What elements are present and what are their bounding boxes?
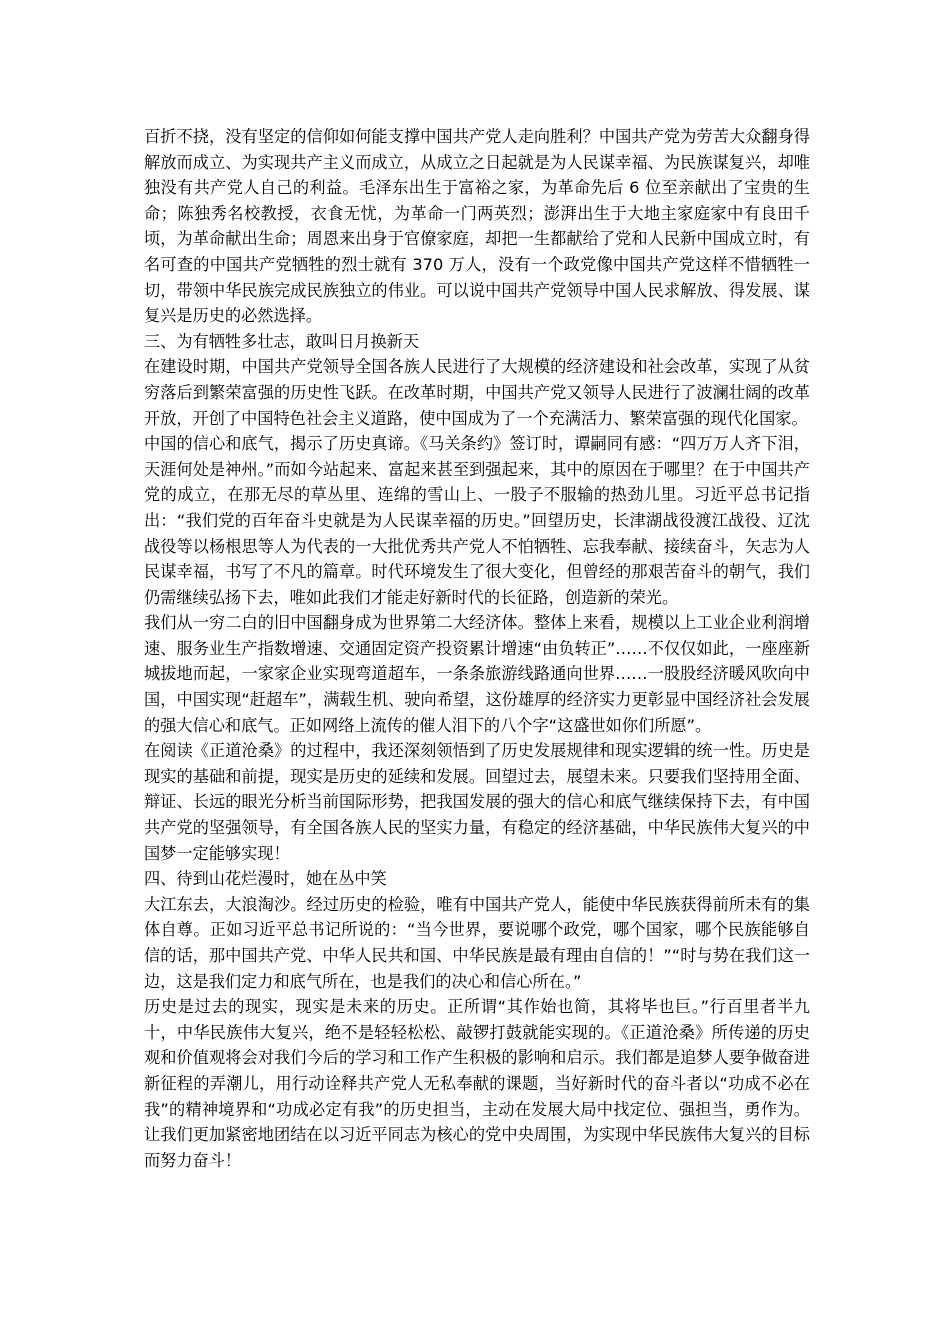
paragraph-conclusion: 历史是过去的现实，现实是未来的历史。正所谓“其作始也简，其将毕也巨。”行百里者半九十，中华民族伟大复兴，绝不是轻轻松松、敲锣打鼓就能实现的。《正道沧桑》所传递的历史观和价值观将会对我们今后的学习和工作产生积极的影响和启示。我们都是追梦人要争做奋进新征程的弄潮儿，用行动诠释共产党人无私奉献的课题，当好新时代的奋斗者以“功成不必在我”的精神境界和“功成必定有我”的历史担当，主动在发展大局中找定位、强担当，勇作为。让我们更加紧密地团结在以习近平同志为核心的党中央周围，为实现中华民族伟大复兴的目标而努力奋斗！ [144,997,810,1170]
document-body [144,124,810,1173]
section-heading-three: 三、为有牺牲多壮志，敢叫日月换新天 [144,331,420,351]
paragraph-economy-growth: 我们从一穷二白的旧中国翻身成为世界第二大经济体。整体上来看，规模以上工业企业利润增速、服务业生产指数增速、交通固定资产投资累计增速“由负转正”……不仅仅如此，一座座新城拔地而起，一家家企业实现弯道超车，一条条旅游线路通向世界……一股股经济暖风吹向中国，中国实现“赶超车”，满载生机、驶向希望，这份雄厚的经济实力更彰显中国经济社会发展的强大信心和底气。正如网络上流传的催人泪下的八个字“这盛世如你们所愿”。 [144,613,810,735]
paragraph-construction-reform: 在建设时期，中国共产党领导全国各族人民进行了大规模的经济建设和社会改革，实现了从贫穷落后到繁荣富强的历史性飞跃。在改革时期，中国共产党又领导人民进行了波澜壮阔的改革开放，开创了中国特色社会主义道路，使中国成为了一个充满活力、繁荣富强的现代化国家。 [144,357,810,428]
paragraph-historical-test: 大江东去，大浪淘沙。经过历史的检验，唯有中国共产党人，能使中华民族获得前所未有的集体自尊。正如习近平总书记所说的：“当今世界，要说哪个政党，哪个国家，哪个民族能够自信的话，那中国共产党、中华人民共和国、中华民族是最有理由自信的！”“时与势在我们这一边，这是我们定力和底气所在，也是我们的决心和信心所在。” [144,894,810,991]
paragraph-reading-reflection: 在阅读《正道沧桑》的过程中，我还深刻领悟到了历史发展规律和现实逻辑的统一性。历史是现实的基础和前提，现实是历史的延续和发展。回望过去，展望未来。只要我们坚持用全面、辩证、长远的眼光分析当前国际形势，把我国发展的强大的信心和底气继续保持下去，有中国共产党的坚强领导，有全国各族人民的坚实力量，有稳定的经济基础，中华民族伟大复兴的中国梦一定能够实现！ [144,741,810,863]
paragraph-sacrifice-history: 百折不挠，没有坚定的信仰如何能支撑中国共产党人走向胜利？中国共产党为劳苦大众翻身得解放而成立、为实现共产主义而成立，从成立之日起就是为人民谋幸福、为民族谋复兴，却唯独没有共产党人自己的利益。毛泽东出生于富裕之家，为革命先后 6 位至亲献出了宝贵的生命；陈独秀名校教授，衣食无忧，为革命一门两英烈；澎湃出生于大地主家庭家中有良田千顷，为革命献出生命；周恩来出身于官僚家庭，却把一生都献给了党和人民新中国成立时，有名可查的中国共产党牺牲的烈士就有 370 万人，没有一个政党像中国共产党这样不惜牺牲一切，带领中华民族完成民族独立的伟业。可以说中国共产党领导中国人民求解放、得发展、谋复兴是历史的必然选择。 [144,127,810,326]
paragraph-confidence-truth: 中国的信心和底气，揭示了历史真谛。《马关条约》签订时，谭嗣同有感：“四万万人齐下泪，天涯何处是神州。”而如今站起来、富起来甚至到强起来，其中的原因在于哪里？在于中国共产党的成立，在那无尽的草丛里、连绵的雪山上、一股子不服输的热劲儿里。习近平总书记指出：“我们党的百年奋斗史就是为人民谋幸福的历史。”回望历史，长津湖战役渡江战役、辽沈战役等以杨根思等人为代表的一大批优秀共产党人不怕牺牲、忘我奉献、接续奋斗，矢志为人民谋幸福，书写了不凡的篇章。时代环境发生了很大变化，但曾经的那艰苦奋斗的朝气，我们仍需继续弘扬下去，唯如此我们才能走好新时代的长征路，创造新的荣光。 [144,434,810,607]
section-heading-four: 四、待到山花烂漫时，她在丛中笑 [144,869,387,889]
